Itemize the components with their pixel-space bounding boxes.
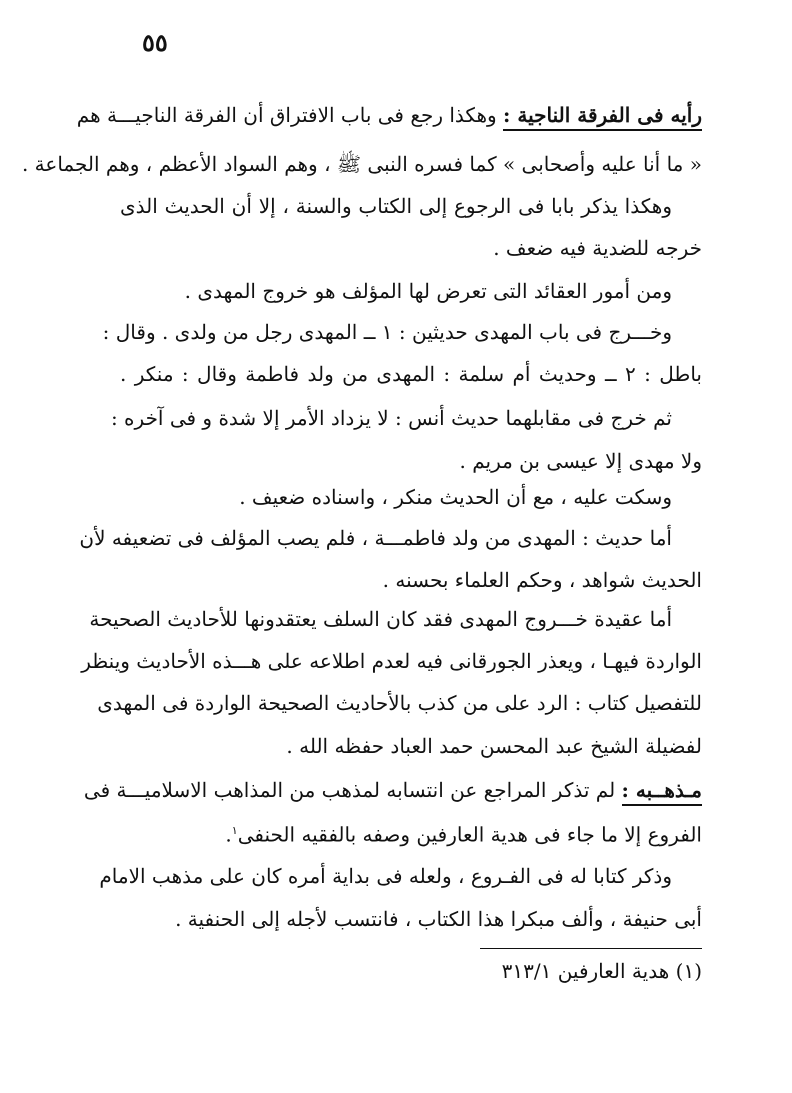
section-heading: مـذهــبه :	[622, 778, 702, 806]
text-line: لفضيلة الشيخ عبد المحسن حمد العباد حفظه الله .	[286, 734, 702, 758]
text-line: ولا مهدى إلا عيسى بن مريم .	[459, 449, 702, 473]
text-line: وسكت عليه ، مع أن الحديث منكر ، واسناده ضعيف .	[239, 485, 672, 509]
text-line: أما حديث : المهدى من ولد فاطمـــة ، فلم يصب المؤلف فى تضعيفه لأن	[79, 526, 672, 550]
text-line: رأيه فى الفرقة الناجية : وهكذا رجع فى باب الافتراق أن الفرقة الناجيـــة هم	[120, 100, 702, 130]
text-line: الفروع إلا ما جاء فى هدية العارفين وصفه بالفقيه الحنفى$^١$.	[225, 822, 702, 847]
text-line: وهكذا يذكر بابا فى الرجوع إلى الكتاب والسنة ، إلا أن الحديث الذى	[120, 194, 672, 218]
text-line: خرجه للضدية فيه ضعف .	[493, 236, 702, 260]
section-heading: رأيه فى الفرقة الناجية :	[503, 103, 702, 131]
text-line: ثم خرج فى مقابلهما حديث أنس : لا يزداد الأمر إلا شدة و فى آخره :	[110, 406, 672, 430]
footnote-ref: ١	[231, 824, 238, 837]
text-line: الواردة فيهـا ، ويعذر الجورقانى فيه لعدم اطلاعه على هـــذه الأحاديث وينظر	[81, 649, 702, 673]
text-line: للتفصيل كتاب : الرد على من كذب بالأحاديث الصحيحة الواردة فى المهدى	[97, 691, 702, 715]
footnote-separator	[480, 948, 702, 949]
text-line: « ما أنا عليه وأصحابى » كما فسره النبى ﷺ ، وهم السواد الأعظم ، وهم الجماعة .	[21, 152, 702, 176]
text-line: ومن أمور العقائد التى تعرض لها المؤلف هو خروج المهدى .	[184, 279, 672, 303]
text-line: وخـــرج فى باب المهدى حديثين : ١ ــ المهدى رجل من ولدى . وقال :	[102, 320, 672, 344]
text-line: وذكر كتابا له فى الفـروع ، ولعله فى بداية أمره كان على مذهب الامام	[99, 864, 672, 888]
text-line: الحديث شواهد ، وحكم العلماء بحسنه .	[382, 568, 702, 592]
text-line: باطل : ٢ ــ وحديث أم سلمة : المهدى من ولد فاطمة وقال : منكر .	[120, 362, 702, 386]
footnote: (١) هدية العارفين ٣١٣/١	[501, 959, 702, 983]
page-number: ٥٥	[142, 28, 168, 57]
text-line: أبى حنيفة ، وألف مبكرا هذا الكتاب ، فانتسب لأجله إلى الحنفية .	[175, 907, 702, 931]
text-line: أما عقيدة خـــروج المهدى فقد كان السلف يعتقدونها للأحاديث الصحيحة	[89, 607, 672, 631]
text-line: مـذهــبه : لم تذكر المراجع عن انتسابه لمذهب من المذاهب الاسلاميـــة فى	[120, 775, 702, 805]
